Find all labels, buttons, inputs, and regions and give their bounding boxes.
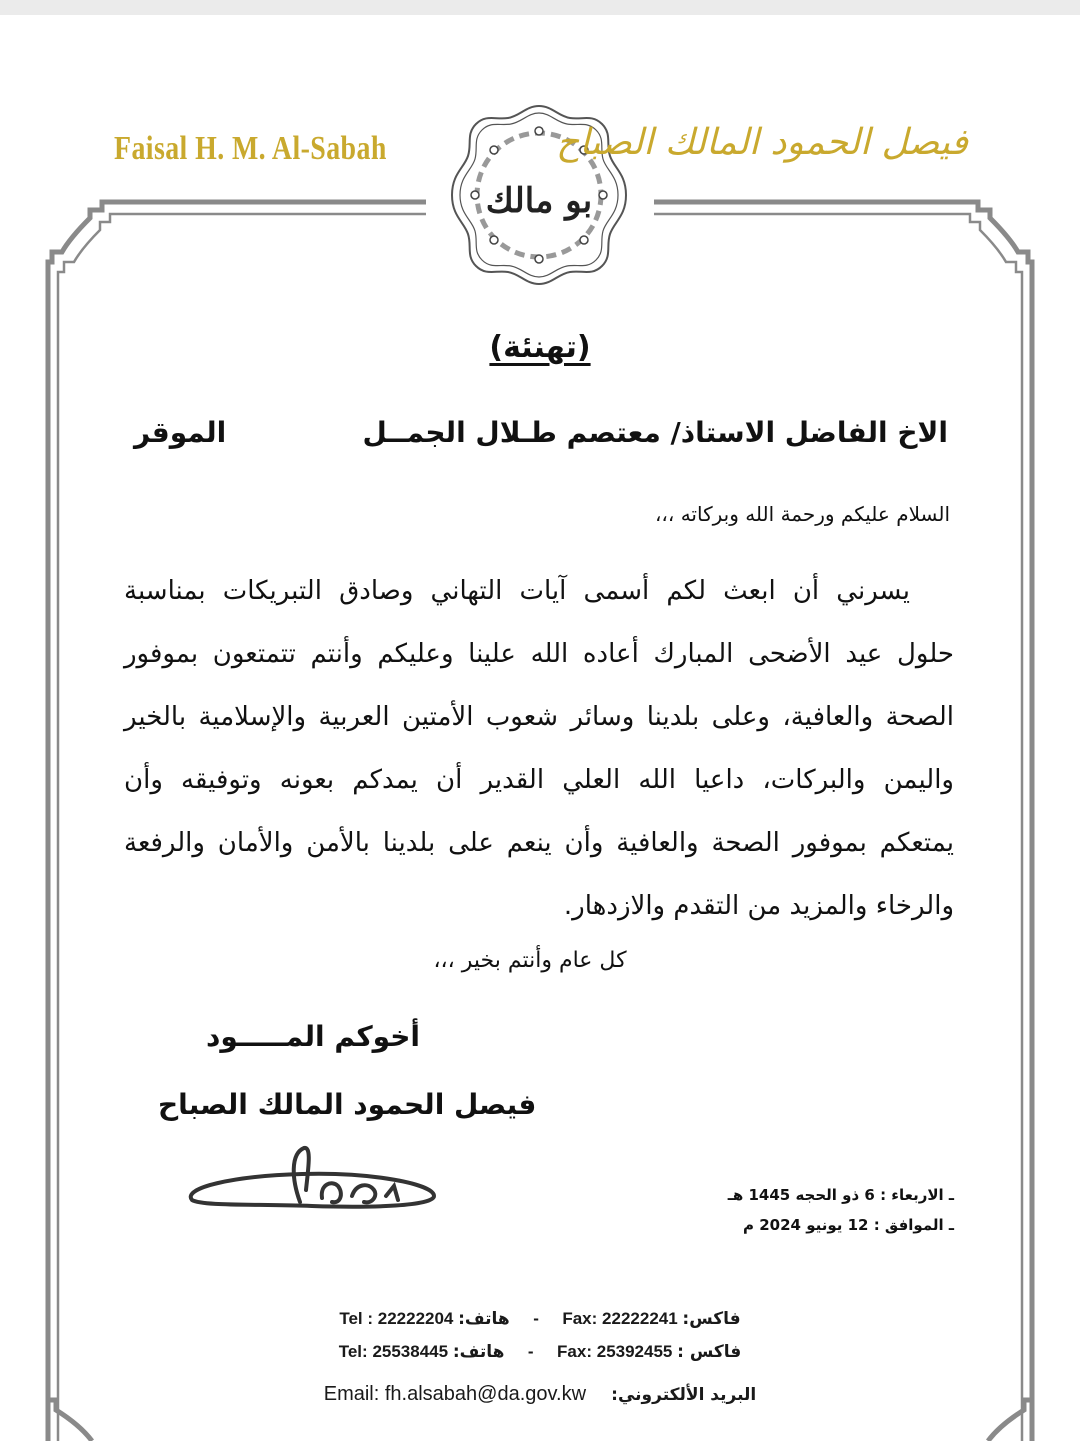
contact-line-1 bbox=[0, 1309, 1080, 1329]
fax-number: 22222241 bbox=[602, 1309, 678, 1328]
tel-label-en: Tel: bbox=[338, 1342, 368, 1361]
tel-label-ar: هاتف: bbox=[452, 1342, 505, 1362]
body-line: واليمن والبركات، داعيا الله العلي القدير أن يمدكم بعونه وتوفيقه وأن bbox=[124, 765, 954, 795]
closing bbox=[0, 948, 1080, 973]
body-line: والرخاء والمزيد من التقدم والازدهار. bbox=[563, 891, 954, 921]
letter-title-text: (تهنئة) bbox=[489, 330, 591, 365]
email-address[interactable]: fh.alsabah@da.gov.kw bbox=[384, 1383, 587, 1405]
addressee: الاخ الفاضل الاستاذ/ معتصم طـلال الجمــل bbox=[362, 416, 948, 449]
letter-title bbox=[0, 330, 1080, 365]
tel-label-ar: هاتف: bbox=[458, 1309, 510, 1329]
signature-icon bbox=[172, 1140, 442, 1220]
sender-title: أخوكم المـــــود bbox=[206, 1020, 420, 1053]
viewer-top-bar bbox=[0, 0, 1080, 15]
fax-label-en: Fax: bbox=[562, 1309, 598, 1328]
salutation: السلام عليكم ورحمة الله وبركاته ،،، bbox=[654, 502, 950, 526]
body-line: يمتعكم بموفور الصحة والعافية وأن ينعم على بلدينا بالأمن والأمان والرفعة bbox=[124, 828, 954, 858]
email-label-ar: البريد الألكتروني: bbox=[611, 1385, 757, 1405]
fax-label-en: Fax: bbox=[557, 1342, 592, 1361]
fax-number: 25392455 bbox=[596, 1342, 673, 1361]
body-line: يسرني أن ابعث لكم أسمى آيات التهاني وصادق التبريكات بمناسبة bbox=[124, 576, 910, 606]
letterhead-arabic-name: فيصل الحمود المالك الصباح bbox=[556, 122, 968, 163]
fax-label-ar: فاكس: bbox=[682, 1309, 741, 1329]
body-line: حلول عيد الأضحى المبارك أعاده الله علينا وعليكم وأنتم تتمتعون بموفور bbox=[124, 639, 954, 669]
separator: - bbox=[533, 1309, 539, 1328]
letter-body bbox=[124, 560, 954, 938]
letterhead-latin-name: Faisal H. M. Al-Sabah bbox=[114, 130, 387, 167]
gregorian-date: ـ الموافق : 12 يونيو 2024 م bbox=[743, 1216, 954, 1234]
body-line: الصحة والعافية، وعلى بلدينا وسائر شعوب الأمتين العربية والإسلامية بالخير bbox=[124, 702, 954, 732]
hijri-date: ـ الاربعاء : 6 ذو الحجه 1445 هـ bbox=[727, 1186, 954, 1204]
fax-label-ar: فاكس : bbox=[677, 1342, 742, 1362]
closing-text: كل عام وأنتم بخير ،،، bbox=[433, 948, 627, 973]
tel-number: 22222204 bbox=[377, 1309, 454, 1328]
email-label-en: Email: bbox=[323, 1383, 380, 1405]
seal-monogram: بو مالك bbox=[485, 181, 593, 221]
tel-number: 25538445 bbox=[372, 1342, 449, 1361]
tel-label-en: Tel : bbox=[339, 1309, 374, 1328]
sender-name: فيصل الحمود المالك الصباح bbox=[158, 1088, 537, 1121]
contact-email-line bbox=[0, 1383, 1080, 1406]
separator: - bbox=[527, 1342, 534, 1361]
honorific: الموقر bbox=[134, 416, 227, 449]
contact-line-2 bbox=[0, 1342, 1080, 1362]
